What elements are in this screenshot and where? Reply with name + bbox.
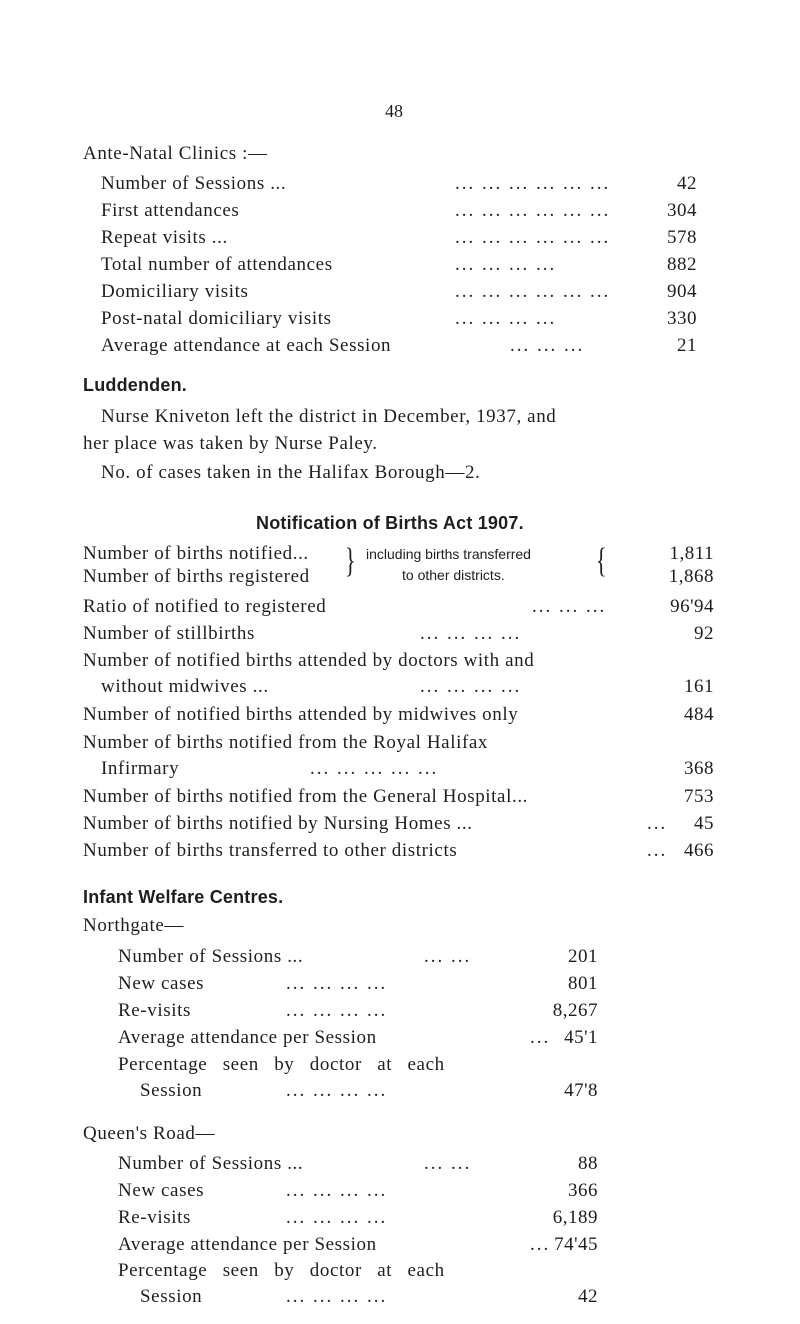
row-value: 6,189 [552, 1207, 598, 1228]
row-dots: ... ... ... ... [286, 1000, 388, 1021]
northgate-pct-line1: Percentage seen by doctor at each [118, 1054, 445, 1075]
doctors-line1: Number of notified births attended by doctors with and [83, 650, 535, 671]
page-number: 48 [385, 101, 403, 121]
row-label: Number of Sessions ... [118, 946, 304, 967]
row-value: 8,267 [552, 1000, 598, 1021]
row-dots: ... ... ... ... [420, 623, 522, 644]
transfer-note-line1: including births transferred [366, 546, 531, 562]
births-registered-value: 1,868 [668, 566, 714, 587]
northgate-pct-line2: Session [140, 1080, 203, 1101]
royal-dots: ... ... ... ... ... [310, 758, 439, 779]
right-brace: { [596, 540, 607, 580]
row-value: 42 [677, 173, 697, 194]
row-value: 88 [578, 1153, 598, 1174]
nursing-dots: ... [647, 813, 668, 834]
row-value: 882 [667, 254, 697, 275]
row-label: Number of stillbirths [83, 623, 255, 644]
row-label: Post-natal domiciliary visits [101, 308, 332, 329]
general-label: Number of births notified from the General Hospital... [83, 786, 529, 807]
northgate-heading: Northgate— [83, 915, 184, 936]
midwives-label: Number of notified births attended by midwives only [83, 704, 519, 725]
row-label: Re-visits [118, 1000, 191, 1021]
transfer-note-line2: to other districts. [402, 567, 505, 583]
nursing-label: Number of births notified by Nursing Homes ... [83, 813, 473, 834]
row-dots: ... ... ... ... [286, 1180, 388, 1201]
queens-road-pct-value: 42 [578, 1286, 598, 1307]
luddenden-para-line1: Nurse Kniveton left the district in December, 1937, and [101, 406, 557, 427]
antenatal-heading: Ante-Natal Clinics :— [83, 143, 268, 164]
row-dots: ... ... [424, 1153, 472, 1174]
royal-value: 368 [684, 758, 714, 779]
queens-road-heading: Queen's Road— [83, 1123, 216, 1144]
royal-line1: Number of births notified from the Royal Halifax [83, 732, 489, 753]
row-label: First attendances [101, 200, 240, 221]
row-value: 904 [667, 281, 697, 302]
general-value: 753 [684, 786, 714, 807]
row-label: Average attendance per Session [118, 1234, 377, 1255]
queens-road-pct-dots: ... ... ... ... [286, 1286, 388, 1307]
infant-welfare-heading: Infant Welfare Centres. [83, 887, 284, 907]
transferred-dots: ... [647, 840, 668, 861]
notification-heading: Notification of Births Act 1907. [256, 513, 524, 533]
queens-road-pct-line2: Session [140, 1286, 203, 1307]
row-label: Number of Sessions ... [101, 173, 287, 194]
luddenden-heading: Luddenden. [83, 375, 187, 395]
row-value: 304 [667, 200, 697, 221]
row-label: Re-visits [118, 1207, 191, 1228]
row-dots: ... ... ... [510, 335, 585, 356]
row-value: 21 [677, 335, 697, 356]
left-brace: } [345, 540, 356, 580]
row-dots: ... ... ... ... [455, 308, 557, 329]
births-notified-label: Number of births notified... [83, 543, 309, 564]
row-label: Total number of attendances [101, 254, 333, 275]
row-value: 330 [667, 308, 697, 329]
row-value: 201 [568, 946, 598, 967]
row-dots: ... ... ... ... [286, 973, 388, 994]
row-label: Number of Sessions ... [118, 1153, 304, 1174]
row-dots: ... ... ... ... ... ... [455, 281, 611, 302]
row-dots: ... ... [424, 946, 472, 967]
doctors-line2: without midwives ... [101, 676, 269, 697]
row-dots: ... [530, 1027, 551, 1048]
midwives-value: 484 [684, 704, 714, 725]
row-value: 92 [694, 623, 714, 644]
row-dots: ... ... ... ... ... ... [455, 200, 611, 221]
row-label: New cases [118, 973, 205, 994]
row-label: Average attendance per Session [118, 1027, 377, 1048]
row-value: 96'94 [670, 596, 714, 617]
northgate-pct-value: 47'8 [564, 1080, 598, 1101]
row-label: Ratio of notified to registered [83, 596, 327, 617]
nursing-value: 45 [694, 813, 714, 834]
row-label: Average attendance at each Session [101, 335, 392, 356]
doctors-value: 161 [684, 676, 714, 697]
row-label: Repeat visits ... [101, 227, 228, 248]
luddenden-para-line2: her place was taken by Nurse Paley. [83, 433, 378, 454]
row-value: 366 [568, 1180, 598, 1201]
queens-road-pct-line1: Percentage seen by doctor at each [118, 1260, 445, 1281]
royal-line2: Infirmary [101, 758, 180, 779]
northgate-pct-dots: ... ... ... ... [286, 1080, 388, 1101]
transferred-label: Number of births transferred to other districts [83, 840, 458, 861]
row-value: 578 [667, 227, 697, 248]
row-value: 74'45 [554, 1234, 598, 1255]
row-value: 801 [568, 973, 598, 994]
row-label: Domiciliary visits [101, 281, 249, 302]
row-dots: ... ... ... ... [455, 254, 557, 275]
row-dots: ... [530, 1234, 551, 1255]
transferred-value: 466 [684, 840, 714, 861]
doctors-dots: ... ... ... ... [420, 676, 522, 697]
births-registered-label: Number of births registered [83, 566, 310, 587]
row-dots: ... ... ... ... ... ... [455, 173, 611, 194]
row-dots: ... ... ... ... [286, 1207, 388, 1228]
row-value: 45'1 [564, 1027, 598, 1048]
row-dots: ... ... ... [532, 596, 607, 617]
row-dots: ... ... ... ... ... ... [455, 227, 611, 248]
row-label: New cases [118, 1180, 205, 1201]
luddenden-cases: No. of cases taken in the Halifax Borough—2. [101, 462, 481, 483]
births-notified-value: 1,811 [669, 543, 714, 564]
